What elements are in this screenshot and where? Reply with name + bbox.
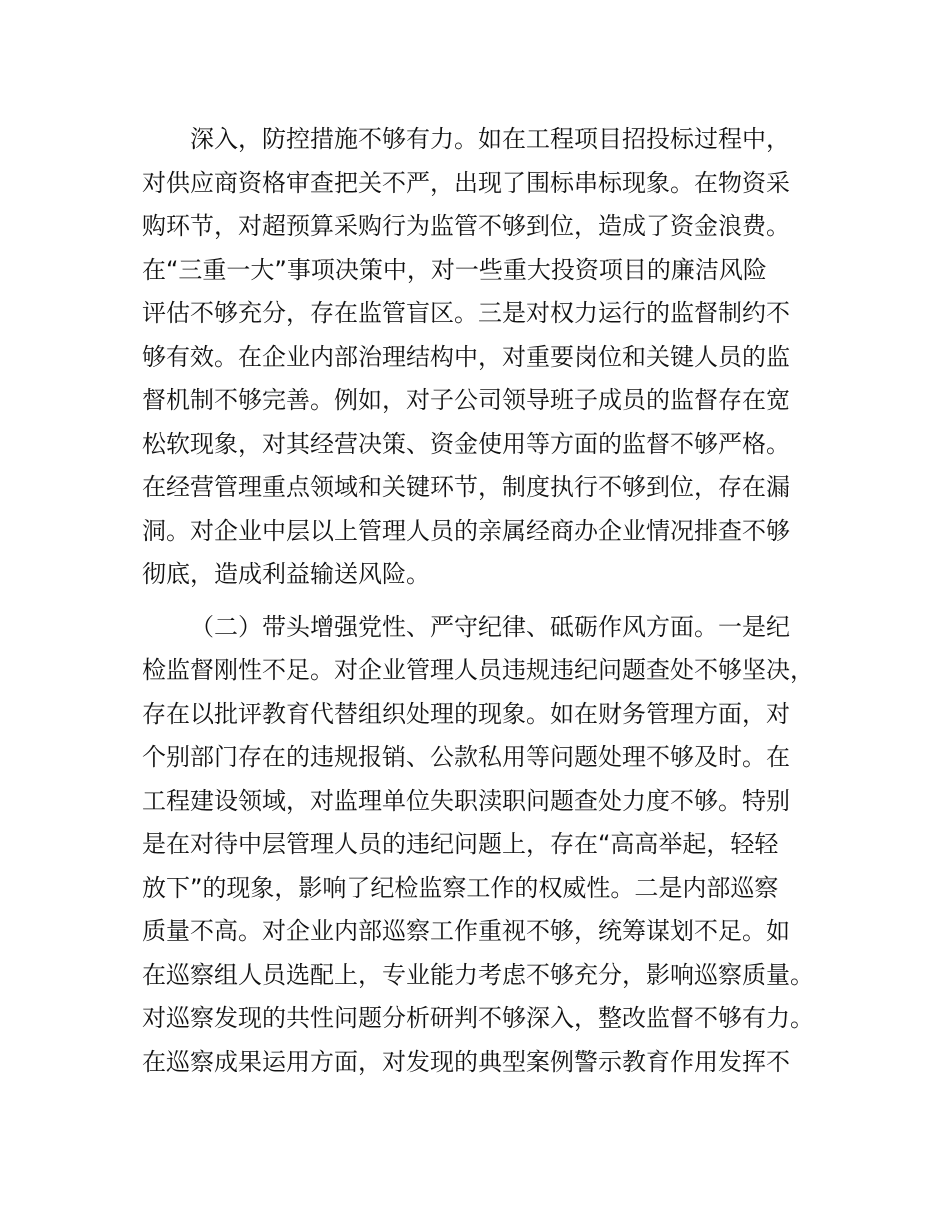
paragraph-2-line-6: 是在对待中层管理人员的违纪问题上，存在“高高举起，轻轻 (142, 830, 779, 858)
paragraph-1-line-9: 在经营管理重点领域和关键环节，制度执行不够到位，存在漏 (142, 473, 790, 501)
paragraph-2-line-9: 在巡察组人员选配上，专业能力考虑不够充分，影响巡察质量。 (142, 961, 814, 989)
paragraph-2-line-11: 在巡察成果运用方面，对发现的典型案例警示教育作用发挥不 (142, 1048, 790, 1076)
paragraph-1-line-6: 够有效。在企业内部治理结构中，对重要岗位和关键人员的监 (142, 343, 790, 371)
paragraph-2-line-7: 放下”的现象，影响了纪检监察工作的权威性。二是内部巡察 (142, 874, 779, 902)
paragraph-2-line-5: 工程建设领域，对监理单位失职渎职问题查处力度不够。特别 (142, 787, 790, 815)
paragraph-2-line-8: 质量不高。对企业内部巡察工作重视不够，统筹谋划不足。如 (142, 917, 790, 945)
paragraph-1-line-2: 对供应商资格审查把关不严，出现了围标串标现象。在物资采 (142, 169, 790, 197)
paragraph-2-line-10: 对巡察发现的共性问题分析研判不够深入，整改监督不够有力。 (142, 1004, 814, 1032)
paragraph-1-line-5: 评估不够充分，存在监管盲区。三是对权力运行的监督制约不 (142, 299, 790, 327)
paragraph-1-line-8: 松软现象，对其经营决策、资金使用等方面的监督不够严格。 (142, 430, 790, 458)
paragraph-1-line-1: 深入，防控措施不够有力。如在工程项目招投标过程中， (190, 125, 790, 153)
paragraph-1-line-11: 彻底，造成利益输送风险。 (142, 560, 430, 588)
paragraph-2-line-3: 存在以批评教育代替组织处理的现象。如在财务管理方面，对 (142, 700, 790, 728)
paragraph-2-line-4: 个别部门存在的违规报销、公款私用等问题处理不够及时。在 (142, 743, 790, 771)
paragraph-2-line-2: 检监督刚性不足。对企业管理人员违规违纪问题查处不够坚决， (142, 656, 814, 684)
paragraph-1-line-3: 购环节，对超预算采购行为监管不够到位，造成了资金浪费。 (142, 212, 790, 240)
paragraph-1-line-10: 洞。对企业中层以上管理人员的亲属经商办企业情况排查不够 (142, 517, 790, 545)
paragraph-1-line-7: 督机制不够完善。例如，对子公司领导班子成员的监督存在宽 (142, 386, 790, 414)
paragraph-2-line-1: （二）带头增强党性、严守纪律、砥砺作风方面。一是纪 (190, 613, 790, 641)
paragraph-1-line-4: 在“三重一大”事项决策中，对一些重大投资项目的廉洁风险 (142, 256, 767, 284)
